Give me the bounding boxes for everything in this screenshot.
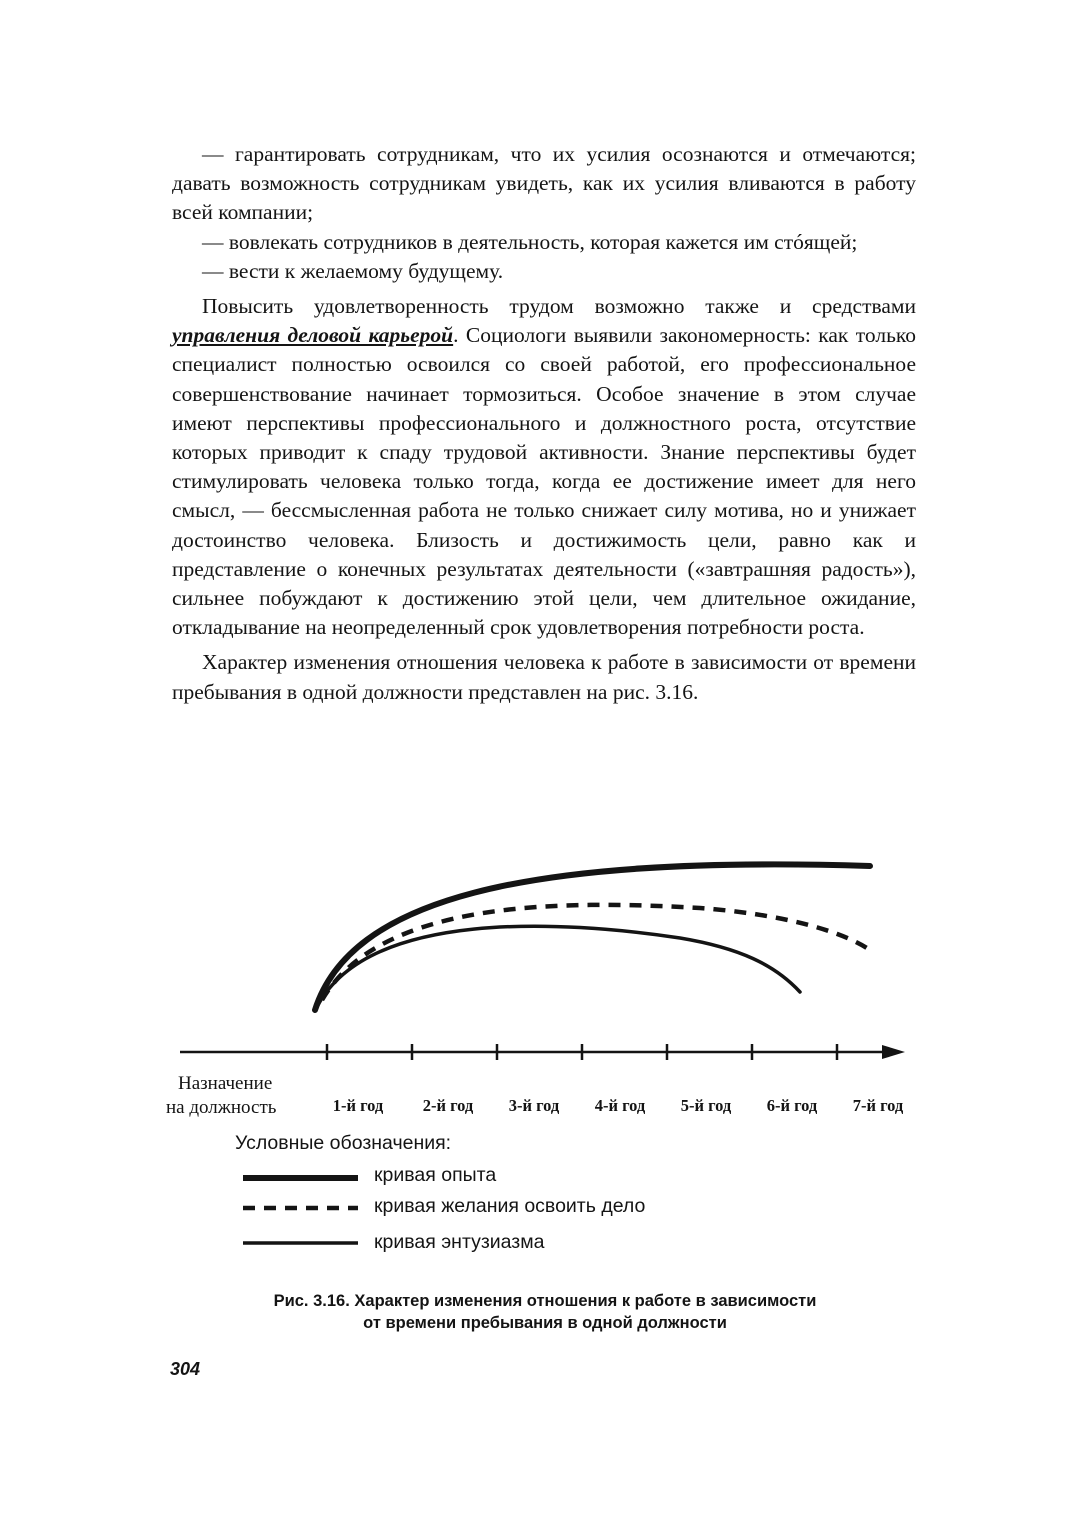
figure-caption	[180, 1290, 910, 1334]
paragraph-career-end: . Социологи выявили закономерность: как только специалист полностью освоился со своей работой, его профессиональное совершенствование начинает тормозиться. Особое значение в этом случае имеют перспективы профессионального и должностного роста, отсутствие которых приводит к спаду трудовой активности. Знание перспективы будет стимулировать человека только тогда, когда ее достижение имеет для него смысл, — бессмысленная работа не только снижает силу мотива, но и унижает достоинство человека. Близость и достижимость цели, равно как и представление о конечных результатах деятельности («завтрашняя радость»), сильнее побуждают к достижению этой цели, чем длительное ожидание, откладывание на неопределенный срок удовлетворения потребности роста.	[172, 323, 917, 640]
tick-label-2: 2-й год	[422, 1096, 474, 1115]
page-number: 304	[170, 1359, 201, 1379]
tick-label-4: 4-й год	[594, 1096, 646, 1115]
career-management-term: управления деловой карьерой	[172, 323, 454, 348]
tick-label-6: 6-й год	[766, 1096, 818, 1115]
legend-title: Условные обозначения:	[235, 1132, 452, 1154]
tick-label-3: 3-й год	[508, 1096, 560, 1115]
figure-caption-line2: от времени пребывания в одной должности	[363, 1314, 727, 1332]
axis-start-label-line1: Назначение	[178, 1073, 273, 1094]
legend-label-experience: кривая опыта	[374, 1164, 497, 1186]
list-item-1: — гарантировать сотрудникам, что их усилия осознаются и отмечаются; давать возможность сотрудникам увидеть, как их усилия вливаются в работу всей компании;	[172, 142, 916, 225]
experience-curve	[315, 864, 870, 1010]
paragraph-career-start: Повысить удовлетворенность трудом возможно также и средствами	[202, 294, 916, 319]
legend-label-enthusiasm: кривая энтузиазма	[374, 1231, 545, 1253]
paragraph-figure-reference: Характер изменения отношения человека к работе в зависимости от времени пребывания в одной должности представлен на рис. 3.16.	[172, 650, 916, 704]
axis-start-label-line2: на должность	[166, 1097, 277, 1118]
figure-caption-line1: Рис. 3.16. Характер изменения отношения к работе в зависимости	[273, 1292, 817, 1310]
legend-label-desire: кривая желания освоить дело	[374, 1195, 646, 1217]
list-item-2: — вовлекать сотрудников в деятельность, которая кажется им стóящей;	[202, 229, 858, 254]
axis-start-label	[166, 1072, 277, 1120]
list-item-3: — вести к желаемому будущему.	[202, 258, 504, 283]
tick-label-5: 5-й год	[680, 1096, 732, 1115]
axis-arrow-icon	[882, 1045, 905, 1059]
tick-label-7: 7-й год	[852, 1096, 904, 1115]
tick-label-1: 1-й год	[332, 1096, 384, 1115]
